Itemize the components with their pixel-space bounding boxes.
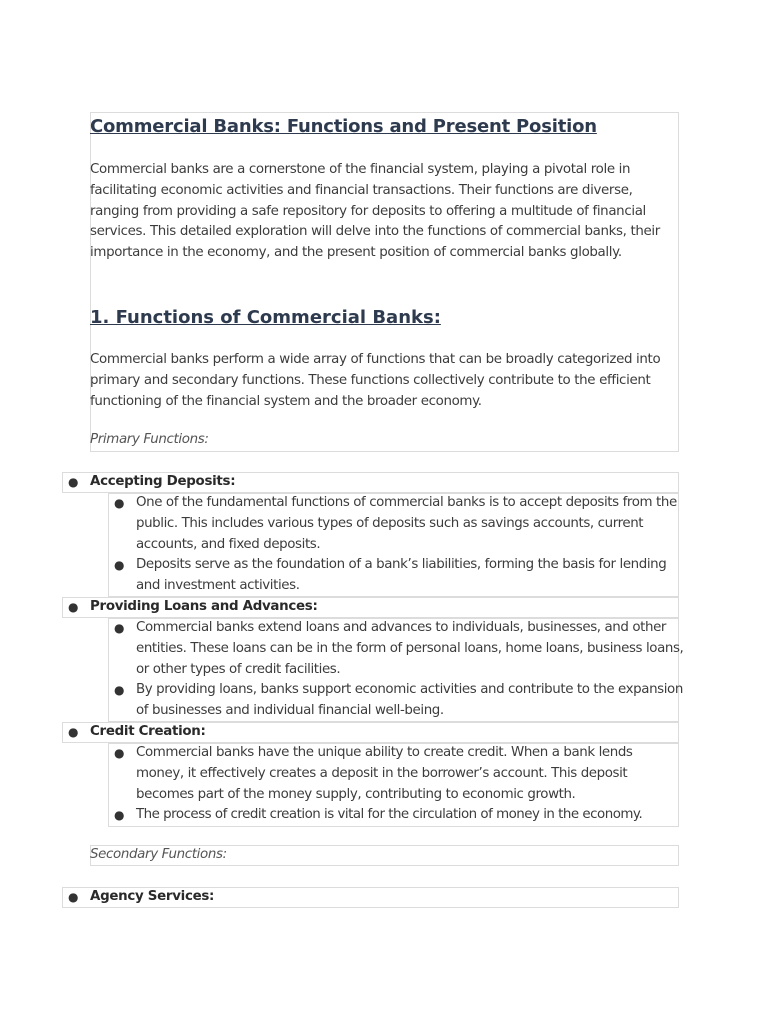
- bullet-icon: ●: [114, 746, 125, 760]
- list-item-point: The process of credit creation is vital for the circulation of money in the economy.: [136, 807, 643, 822]
- bullet-icon: ●: [68, 890, 79, 904]
- bullet-icon: ●: [114, 621, 125, 635]
- list-item-point: Commercial banks have the unique ability to create credit. When a bank lends money, it effectively creates a deposit in the borrower’s account. This deposit becomes part of the money supply, contributing to economic growth.: [136, 745, 633, 802]
- section-heading-functions: 1. Functions of Commercial Banks:: [90, 307, 441, 328]
- functions-paragraph: Commercial banks perform a wide array of functions that can be broadly categorized into primary and secondary functions. These functions collectively contribute to the efficient functioning of the financial system and the broader economy.: [90, 352, 661, 409]
- page-title: Commercial Banks: Functions and Present Position: [90, 116, 597, 137]
- secondary-functions-label: Secondary Functions:: [90, 847, 227, 862]
- bullet-icon: ●: [114, 683, 125, 697]
- list-item-point: One of the fundamental functions of commercial banks is to accept deposits from the public. This includes various types of deposits such as savings accounts, current accounts, and fixed deposits.: [136, 495, 677, 552]
- intro-paragraph: Commercial banks are a cornerstone of the financial system, playing a pivotal role in facilitating economic activities and financial transactions. Their functions are diverse, ranging from providing a safe repository for deposits to offering a multitude of financial services. This detailed exploration will delve into the functions of commercial banks, their importance in the economy, and the present position of commercial banks globally.: [90, 162, 660, 261]
- list-item-accepting-deposits: Accepting Deposits:: [90, 474, 236, 489]
- list-item-credit-creation: Credit Creation:: [90, 724, 206, 739]
- bullet-icon: ●: [114, 496, 125, 510]
- list-item-point: Deposits serve as the foundation of a bank’s liabilities, forming the basis for lending and investment activities.: [136, 557, 667, 593]
- bullet-icon: ●: [68, 475, 79, 489]
- bullet-icon: ●: [68, 600, 79, 614]
- bullet-icon: ●: [114, 808, 125, 822]
- primary-functions-label: Primary Functions:: [90, 432, 209, 447]
- list-item-agency-services: Agency Services:: [90, 889, 215, 904]
- list-item-providing-loans: Providing Loans and Advances:: [90, 599, 318, 614]
- list-item-point: By providing loans, banks support economic activities and contribute to the expansion of businesses and individual financial well-being.: [136, 682, 683, 718]
- bullet-icon: ●: [68, 725, 79, 739]
- list-item-point: Commercial banks extend loans and advances to individuals, businesses, and other entities. These loans can be in the form of personal loans, home loans, business loans, or other types of credit facilities.: [136, 620, 684, 677]
- bullet-icon: ●: [114, 558, 125, 572]
